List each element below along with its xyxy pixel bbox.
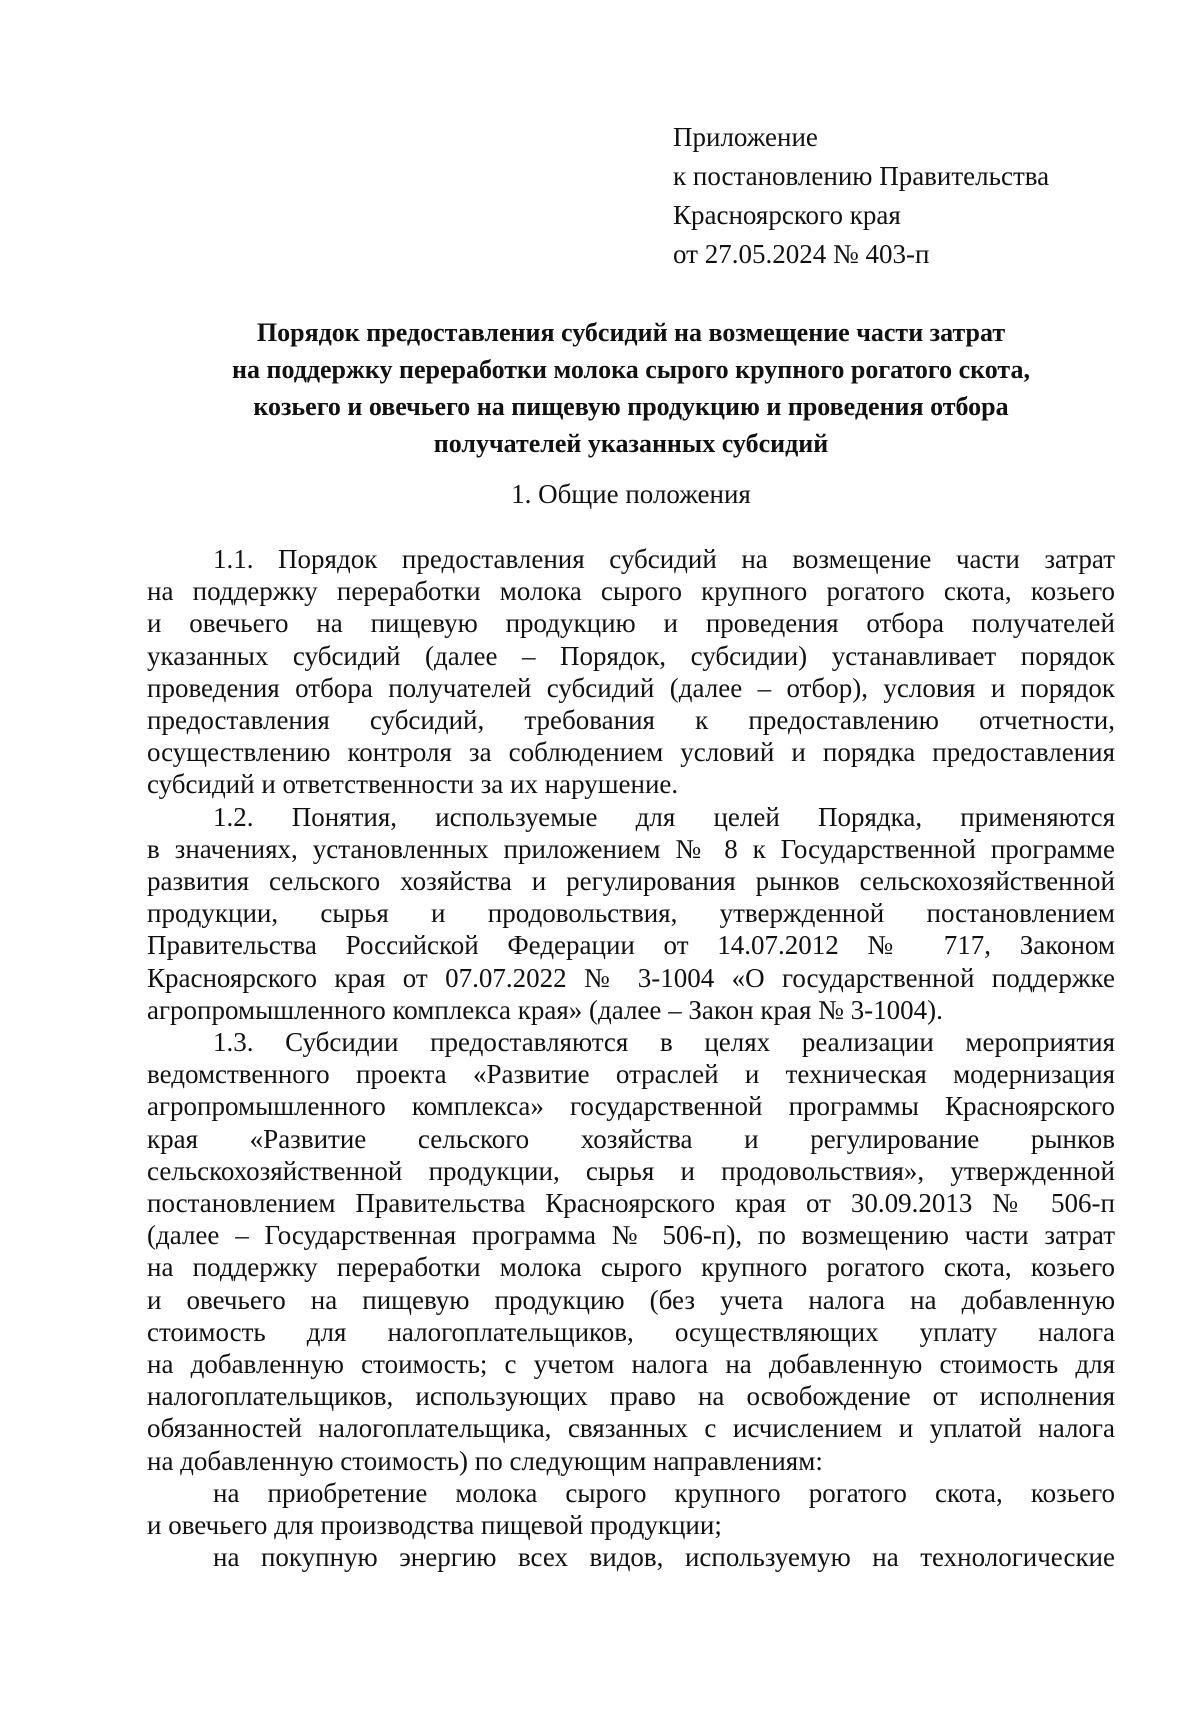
appendix-line: Приложение: [673, 122, 818, 152]
body-line: указанных субсидий (далее – Порядок, субсидии) устанавливает порядок: [147, 640, 1115, 671]
title-line: на поддержку переработки молока сырого крупного рогатого скота,: [232, 355, 1030, 384]
list-item-energy: на покупную энергию всех видов, используемую на технологические: [213, 1542, 1115, 1573]
body-line: продукции, сырья и продовольствия, утвержденной постановлением: [147, 898, 1115, 929]
body-line: и овечьего для производства пищевой продукции;: [147, 1510, 722, 1541]
list-item-milk-purchase: на приобретение молока сырого крупного рогатого скота, козьего: [213, 1477, 1115, 1508]
body-line: субсидий и ответственности за их нарушение.: [147, 769, 679, 800]
body-line: агропромышленного комплекса края» (далее – Закон края № 3-1004).: [147, 994, 943, 1025]
body-line: в значениях, установленных приложением № 8 к Государственной программе: [147, 833, 1115, 864]
body-line: на добавленную стоимость) по следующим направлениям:: [147, 1445, 823, 1476]
body-line: осуществлению контроля за соблюдением условий и порядка предоставления: [147, 737, 1115, 768]
body-line: ведомственного проекта «Развитие отраслей и техническая модернизация: [147, 1059, 1115, 1090]
document-title: [150, 314, 1112, 462]
appendix-date-number: от 27.05.2024 № 403-п: [673, 239, 930, 269]
title-line: козьего и овечьего на пищевую продукцию и проведения отбора: [253, 392, 1009, 421]
appendix-block: [673, 118, 1049, 274]
body-line: сельскохозяйственной продукции, сырья и продовольствия», утвержденной: [147, 1155, 1115, 1186]
body-text: [147, 543, 1115, 1574]
paragraph-1-2-start: 1.2. Понятия, используемые для целей Порядка, применяются: [213, 801, 1115, 832]
body-line: края «Развитие сельского хозяйства и регулирование рынков: [147, 1123, 1115, 1154]
paragraph-1-1-start: 1.1. Порядок предоставления субсидий на возмещение части затрат: [213, 544, 1115, 574]
body-line: и овечьего на пищевую продукцию и проведения отбора получателей: [147, 608, 1115, 639]
body-line: обязанностей налогоплательщика, связанных с исчислением и уплатой налога: [147, 1413, 1115, 1444]
paragraph-1-3-start: 1.3. Субсидии предоставляются в целях реализации мероприятия: [213, 1027, 1115, 1058]
body-line: предоставления субсидий, требования к предоставлению отчетности,: [147, 705, 1115, 736]
appendix-line: к постановлению Правительства: [673, 161, 1050, 191]
body-line: на поддержку переработки молока сырого крупного рогатого скота, козьего: [147, 1252, 1115, 1283]
body-line: и овечьего на пищевую продукцию (без учета налога на добавленную: [147, 1284, 1115, 1315]
body-line: на поддержку переработки молока сырого крупного рогатого скота, козьего: [147, 576, 1115, 607]
body-line: агропромышленного комплекса» государственной программы Красноярского: [147, 1091, 1115, 1122]
body-line: развития сельского хозяйства и регулирования рынков сельскохозяйственной: [147, 866, 1115, 897]
title-line: Порядок предоставления субсидий на возмещение части затрат: [256, 318, 1006, 347]
body-line: на добавленную стоимость; с учетом налога на добавленную стоимость для: [147, 1349, 1115, 1380]
body-line: Правительства Российской Федерации от 14.07.2012 № 717, Законом: [147, 930, 1115, 961]
body-line: проведения отбора получателей субсидий (далее – отбор), условия и порядок: [147, 672, 1115, 703]
body-line: стоимость для налогоплательщиков, осуществляющих уплату налога: [147, 1316, 1115, 1347]
section-heading: 1. Общие положения: [511, 479, 751, 509]
body-line: (далее – Государственная программа № 506-п), по возмещению части затрат: [147, 1220, 1115, 1251]
body-line: налогоплательщиков, использующих право на освобождение от исполнения: [147, 1381, 1115, 1412]
body-line: постановлением Правительства Красноярского края от 30.09.2013 № 506-п: [147, 1188, 1115, 1219]
body-line: Красноярского края от 07.07.2022 № 3-1004 «О государственной поддержке: [147, 962, 1115, 993]
appendix-line: Красноярского края: [673, 200, 901, 230]
title-line: получателей указанных субсидий: [433, 429, 829, 458]
